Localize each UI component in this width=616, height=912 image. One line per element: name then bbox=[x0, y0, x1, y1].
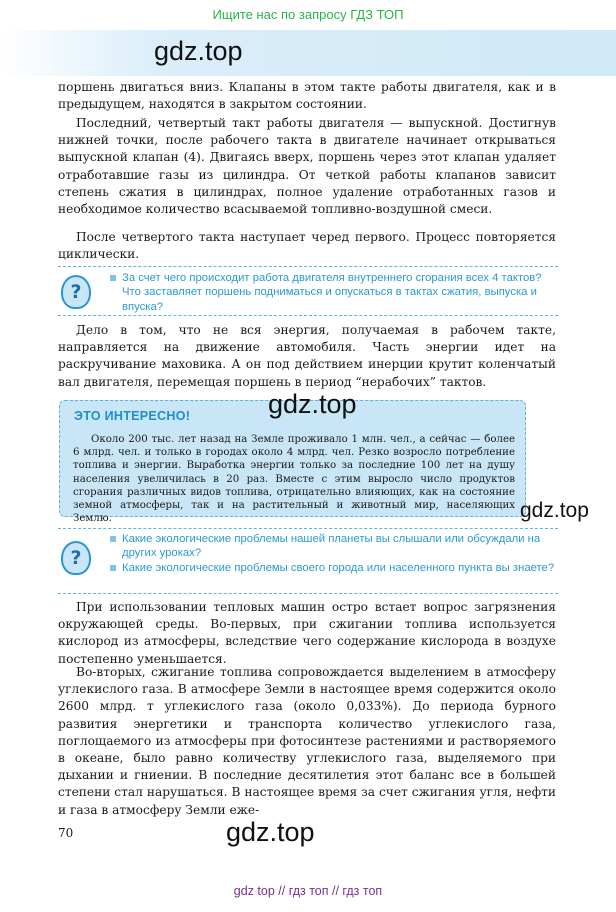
question-item: За счет чего происходит работа двигателя внутреннего сгорания всех 4 тактов? Что заставляет поршень подниматься и опускаться в тактах сжатия, выпуска и впуска? bbox=[110, 271, 556, 314]
question-item: Какие экологические проблемы своего города или населенного пункта вы знаете? bbox=[110, 561, 556, 575]
paragraph: поршень двигаться вниз. Клапаны в этом такте работы двигателя, как и в предыдущем, находятся в закрытом состоянии. bbox=[58, 80, 556, 112]
paragraph: Дело в том, что не вся энергия, получаемая в рабочем такте, направляется на движение автомобиля. Часть энергии идет на раскручивание маховика. А он под действием инерции крутит коленчатый вал двигателя, перемещая поршень в период “нерабочих” тактов. bbox=[58, 323, 556, 389]
question-box bbox=[58, 528, 558, 594]
watermark: gdz.top bbox=[226, 817, 315, 847]
watermark: gdz.top bbox=[520, 499, 589, 522]
paragraph: При использовании тепловых машин остро встает вопрос загрязнения окружающей среды. Во-первых, при сжигании топлива используется кислород из атмосферы, вследствие чего содержание кислорода в воздухе постепенно уменьшается. bbox=[58, 600, 556, 666]
question-item: Какие экологические проблемы нашей планеты вы слышали или обсуждали на других уроках? bbox=[110, 532, 556, 561]
watermark: gdz.top bbox=[268, 389, 357, 419]
paragraph: После четвертого такта наступает черед первого. Процесс повторяется циклически. bbox=[58, 230, 556, 262]
question-box bbox=[58, 266, 558, 316]
question-icon: ? bbox=[61, 541, 91, 575]
question-icon: ? bbox=[61, 275, 91, 309]
page-number: 70 bbox=[58, 826, 74, 840]
search-banner: Ищите нас по запросу ГДЗ ТОП bbox=[212, 7, 404, 22]
footer-links[interactable]: gdz top // гдз топ // гдз топ bbox=[233, 884, 383, 898]
interesting-title: ЭТО ИНТЕРЕСНО! bbox=[74, 409, 191, 423]
question-list bbox=[110, 271, 556, 314]
header-band bbox=[0, 30, 616, 76]
paragraph: Во-вторых, сжигание топлива сопровождается выделением в атмосферу углекислого газа. В атмосфере Земли в настоящее время содержится около 2600 млрд. т углекислого газа (около 0,033%). До периода бурного развития энергетики и транспорта количество углекислого газа, поглощаемого из атмосферы при фотосинтезе растениями и растворяемого в океане, было равно количеству углекислого газа, выделяемого при дыхании и гниении. В последние десятилетия этот баланс все в большей степени стал нарушаться. В настоящее время за счет сжигания угля, нефти и газа в атмосферу Земли еже- bbox=[58, 665, 556, 817]
question-list bbox=[110, 532, 556, 575]
interesting-text: Около 200 тыс. лет назад на Земле проживало 1 млн. чел., а сейчас — более 6 млрд. чел. и только в городах около 4 млрд. чел. Резко возросло потребление топлива и энергии. Выработка энергии только за последние 100 лет на душу населения увеличилась в 20 раз. Вместе с этим выросло число продуктов сгорания различных видов топлива, отрицательно влияющих, как на состояние земной атмосферы, так и на растительный и животный мир, населяющих Землю. bbox=[73, 434, 515, 525]
paragraph: Последний, четвертый такт работы двигателя — выпускной. Достигнув нижней точки, после рабочего такта в двигателе начинает открываться выпускной клапан (4). Двигаясь вверх, поршень через этот клапан удаляет отработавшие газы из цилиндра. От четкой работы клапанов зависит степень сжатия в цилиндрах, полное удаление отработанных газов и необходимое количество всасываемой топливно-воздушной смеси. bbox=[58, 116, 556, 217]
watermark: gdz.top bbox=[154, 36, 243, 66]
